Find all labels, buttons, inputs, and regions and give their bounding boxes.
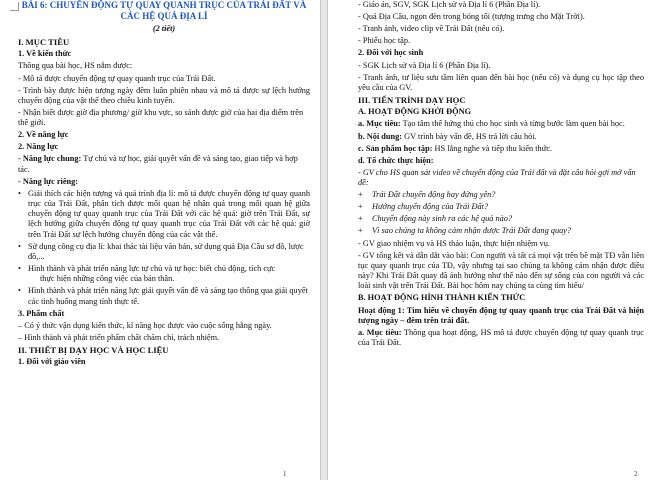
subsection-heading: 2. Đối với học sinh	[358, 48, 424, 58]
lesson-title-line2: CÁC HỆ QUẢ ĐỊA LÍ	[120, 11, 208, 21]
label-text: Tạo tâm thế hứng thú cho học sinh và từng bước làm quen bài học.	[400, 119, 625, 129]
activity-heading: Hoạt động 1: Tìm hiểu về chuyển động tự quay quanh trục của Trái Đất và hiện tượng ngày – đêm trên trái đất.	[358, 305, 644, 325]
bullet-continuation: thực hiện những công việc của bản thân.	[40, 274, 175, 284]
subsection-heading: 1. Đối với giáo viên	[18, 357, 86, 367]
bullet-item	[18, 286, 310, 306]
label-bold: b. Nội dung:	[358, 131, 403, 141]
bullet-text: Hình thành và phát triển năng lực tự chủ và tự học: biết chủ động, tích cực	[28, 264, 276, 274]
paragraph: - Tranh ảnh, tư liệu sưu tầm liên quan đến bài học (nếu có) và dụng cụ học tập theo yêu cầu của GV.	[358, 72, 644, 92]
lesson-title: BÀI 6: CHUYỂN ĐỘNG TỰ QUAY QUANH TRỤC CỦA TRÁI ĐẤT VÀ	[21, 0, 307, 10]
label-bold: c. Sản phẩm học tập:	[358, 143, 433, 153]
subsection-heading: 2. Về năng lực	[18, 130, 69, 140]
label-text: GV trình bày vấn đề, HS trả lời câu hỏi.	[402, 131, 537, 141]
paragraph: - Trình bày được hiện tượng ngày đêm luân phiên nhau và mô tả được sự lệch hướng chuyển động của vật thể theo chiều kinh tuyến.	[18, 85, 310, 105]
paragraph: 2. Năng lực	[18, 142, 59, 152]
paragraph: Thông qua bài học, HS nắm được:	[18, 61, 133, 71]
question-text: Chuyển động này sinh ra các hệ quả nào?	[372, 214, 513, 224]
paragraph: - Năng lực riêng:	[18, 176, 79, 186]
paragraph	[358, 119, 644, 129]
paragraph	[18, 154, 310, 174]
question-item	[358, 202, 644, 212]
subsection-heading: A. HOẠT ĐỘNG KHỞI ĐỘNG	[358, 107, 472, 117]
page-1-content	[18, 0, 310, 370]
paragraph: - SGK Lịch sử và Địa lí 6 (Phần Địa lí).	[358, 60, 491, 70]
question-text: Hướng chuyển động của Trái Đất?	[372, 202, 489, 212]
bullet-icon: •	[18, 188, 21, 198]
plus-icon: +	[358, 226, 363, 236]
bullet-icon: •	[18, 264, 21, 274]
bullet-item	[18, 189, 310, 240]
paragraph: - GV cho HS quan sát video về chuyển động của Trái đất và đặt câu hỏi gợi mở vấn đề:	[358, 167, 636, 188]
paragraph	[358, 132, 644, 142]
paragraph	[358, 328, 644, 348]
bullet-item	[18, 242, 310, 262]
question-text: Trái Đất chuyển động hay đứng yên?	[372, 190, 496, 200]
paragraph	[358, 144, 644, 154]
label-text: HS lắng nghe và tiếp thu kiến thức.	[432, 143, 552, 153]
paragraph: - GV giao nhiệm vụ và HS thảo luận, thực hiện nhiệm vụ.	[358, 238, 550, 248]
bullet-text: Hình thành và phát triển năng lực giải quyết vấn đề và sáng tạo thông qua giải quyết các tình huống mang tính thực tế.	[28, 286, 308, 306]
plus-icon: +	[358, 214, 363, 224]
paragraph: - Phiếu học tập.	[358, 36, 411, 46]
label-bold: a. Mục tiêu:	[358, 327, 402, 337]
question-item	[358, 226, 644, 236]
subsection-heading: B. HOẠT ĐỘNG HÌNH THÀNH KIẾN THỨC	[358, 293, 526, 303]
bullet-icon: •	[18, 286, 21, 296]
bullet-icon: •	[18, 241, 21, 251]
subsection-heading: 1. Về kiến thức	[18, 49, 72, 59]
page-number: 2	[634, 470, 638, 478]
section-heading: I. MỤC TIÊU	[18, 37, 70, 47]
bullet-item	[18, 264, 310, 274]
page-number: 1	[283, 470, 287, 478]
paragraph: – Có ý thức vận dụng kiến thức, kĩ năng học được vào cuộc sống hằng ngày.	[18, 320, 272, 330]
label-bold: a. Mục tiêu:	[358, 119, 401, 129]
page-gutter	[320, 0, 328, 480]
paragraph: - GV tổng kết và dẫn dắt vào bài: Con người và tất cả mọi vật trên bề mặt TĐ vẫn liên tục quay quanh trục của TĐ, vậy nhưng tại sao chúng ta không cảm nhận được điều này? Khi Trái Đất quay đã ảnh hưởng như thế nào đến sự sống của con người và các loài sinh vật trên Trái Đất. Bài học hôm nay chúng ta cùng tìm hiểu/	[358, 250, 644, 291]
page-2-content	[358, 0, 644, 350]
paragraph: – Hình thành và phát triển phẩm chất chăm chỉ, trách nhiệm.	[18, 332, 220, 342]
label-text: Tự chủ và tự học, giải quyết vấn đề và sáng tạo, giao tiếp và hợp tác.	[18, 154, 298, 174]
question-text: Vì sao chúng ta không cảm nhận được Trái Đất đang quay?	[372, 226, 572, 236]
paragraph: - Mô tả được chuyển động tự quay quanh trục của Trái Đất.	[18, 73, 216, 83]
paragraph: - Quả Địa Cầu, ngọn đèn trong bóng tối (tượng trưng cho Mặt Trời).	[358, 12, 585, 22]
label-text: Thông qua hoạt động, HS mô tả được chuyển động tự quay quanh trục của Trái Đất.	[358, 327, 644, 348]
subsection-heading: 3. Phẩm chất	[18, 308, 65, 318]
paragraph: - Tranh ảnh, video clip về Trái Đất (nếu có).	[358, 24, 505, 34]
lesson-duration: (2 tiết)	[152, 24, 176, 33]
question-item	[358, 214, 644, 224]
bullet-text: Giải thích các hiện tượng và quá trình địa lí: mô tả được chuyển động tự quay quanh trục của Trái Đất, phân tích được mối quan hệ nhân quả trong mối quan hệ giữa chuyển động tự quay quanh trục của Trái Đất với các hệ quả: giờ trên Trái Đất, sự lệch hướng giữa chuyển động tự quay quanh trục của Trái Đất với các hệ quả: giờ trên Trái Đất sự lệch hướng chuyển động của các vật thể.	[28, 188, 310, 239]
plus-icon: +	[358, 202, 363, 212]
document-page-1	[0, 0, 320, 480]
plus-icon: +	[358, 190, 363, 200]
label-bold: - Năng lực chung:	[18, 154, 82, 164]
section-heading: II. THIẾT BỊ DẠY HỌC VÀ HỌC LIỆU	[18, 345, 169, 356]
section-heading: III. TIẾN TRÌNH DẠY HỌC	[358, 95, 466, 106]
paragraph: - Giáo án, SGV, SGK Lịch sử và Địa lí 6 (Phần Địa lí).	[358, 0, 541, 9]
bullet-text: Sử dụng công cụ địa lí: khai thác tài liệu văn bản, sử dụng quả Địa Cầu sơ đồ, lược đồ,...	[28, 241, 304, 261]
paragraph: - Nhận biết được giờ địa phương/ giờ khu vực, so sánh được giờ của hai địa điểm trên thế giới.	[18, 107, 304, 128]
question-item	[358, 190, 644, 200]
document-page-2	[328, 0, 650, 480]
paragraph: d. Tổ chức thực hiện:	[358, 155, 434, 165]
